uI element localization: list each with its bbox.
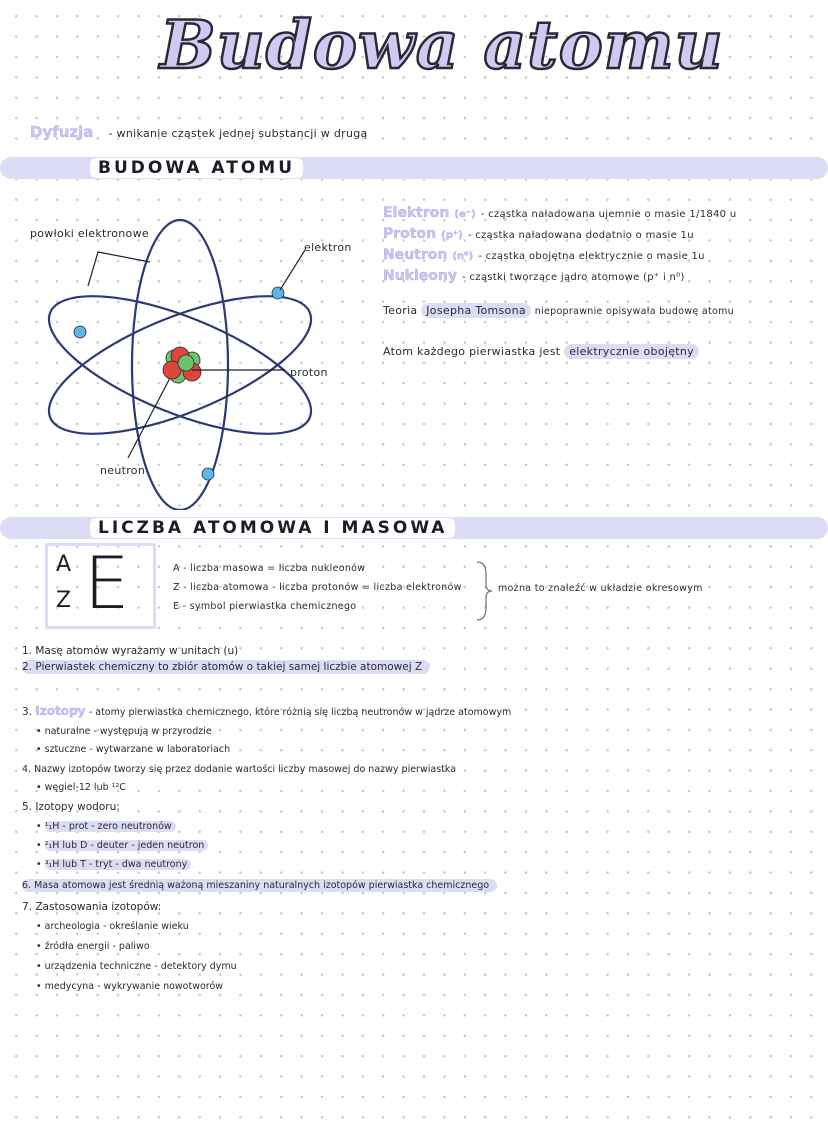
brace-icon (474, 560, 494, 622)
notation-box (45, 543, 156, 629)
neutral-line: Atom każdego pierwiastka jest elektrycznie obojętny (383, 345, 699, 358)
list-item-3: 3. Izotopy - atomy pierwiastka chemicznego, które różnią się liczbą neutronów w jądrze atomowym (22, 704, 512, 718)
definitions-list (383, 202, 823, 286)
notation-z: Z (56, 588, 72, 613)
page-title: Budowa atomu (160, 6, 724, 84)
definition-neutron: Neutron (n⁰) - cząstka obojętna elektrycznie o masie 1u (383, 247, 705, 263)
list-item-4-sub: • węgiel-12 lub ¹²C (36, 782, 126, 793)
label-electron: elektron (304, 241, 352, 254)
definition-proton: Proton (p⁺) - cząstka naładowana dodatnio o masie 1u (383, 226, 694, 242)
list-item-2: 2. Pierwiastek chemiczny to zbiór atomów o takiej samej liczbie atomowej Z (22, 661, 430, 673)
list-item-3-sub: • naturalne - występują w przyrodzie (36, 726, 212, 737)
list-item-7-sub: • urządzenia techniczne - detektory dymu (36, 961, 237, 972)
section-heading-structure: BUDOWA ATOMU (90, 158, 303, 178)
definition-electron: Elektron (e⁻) - cząstka naładowana ujemnie o masie 1/1840 u (383, 205, 737, 221)
definition-nucleons: Nukleony - cząstki tworzące jądro atomowe (p⁺ i n⁰) (383, 268, 685, 284)
list-item-7-sub: • źródła energii - paliwo (36, 941, 150, 952)
thomson-line: Teoria Josepha Tomsona niepoprawnie opisywała budowę atomu (383, 304, 734, 317)
list-item-5: 5. Izotopy wodoru: (22, 801, 120, 813)
list-item-5-sub: • ¹₁H - prot - zero neutronów (36, 821, 176, 832)
notation-a: A (56, 552, 72, 577)
diffusion-definition: - wnikanie cząstek jednej substancji w drugą (108, 127, 368, 140)
label-neutron: neutron (100, 464, 146, 477)
diffusion-line (30, 122, 368, 141)
list-item-3-sub: • sztuczne - wytwarzane w laboratoriach (36, 744, 230, 755)
list-item-7: 7. Zastosowania izotopów: (22, 901, 162, 913)
electron-dot (202, 468, 214, 480)
electron-dot (74, 326, 86, 338)
diffusion-term: Dyfuzja (30, 123, 94, 141)
nucleus (163, 347, 201, 383)
list-item-1: 1. Masę atomów wyrażamy w unitach (u) (22, 645, 239, 657)
list-item-6: 6. Masa atomowa jest średnią ważoną mieszaniny naturalnych izotopów pierwiastka chemicznego (22, 879, 497, 891)
atom-diagram (20, 200, 350, 510)
notation-note: można to znaleźć w układzie okresowym (498, 583, 703, 594)
section-heading-numbers: LICZBA ATOMOWA I MASOWA (90, 518, 455, 538)
list-item-5-sub: • ³₁H lub T - tryt - dwa neutrony (36, 859, 191, 870)
notation-e: E (84, 541, 130, 625)
list-item-5-sub: • ²₁H lub D - deuter - jeden neutron (36, 840, 208, 851)
notation-legend: A - liczba masowa = liczba nukleonów Z - liczba atomowa - liczba protonów = liczba elektronów E - symbol pierwiastka chemicznego (173, 563, 462, 612)
list-item-4: 4. Nazwy izotopów tworzy się przez dodanie wartości liczby masowej do nazwy pierwiastka (22, 764, 457, 775)
electron-dot (272, 287, 284, 299)
label-proton: proton (290, 366, 328, 379)
list-item-7-sub: • medycyna - wykrywanie nowotworów (36, 981, 223, 992)
label-shells: powłoki elektronowe (30, 227, 149, 240)
list-item-7-sub: • archeologia - określanie wieku (36, 921, 189, 932)
